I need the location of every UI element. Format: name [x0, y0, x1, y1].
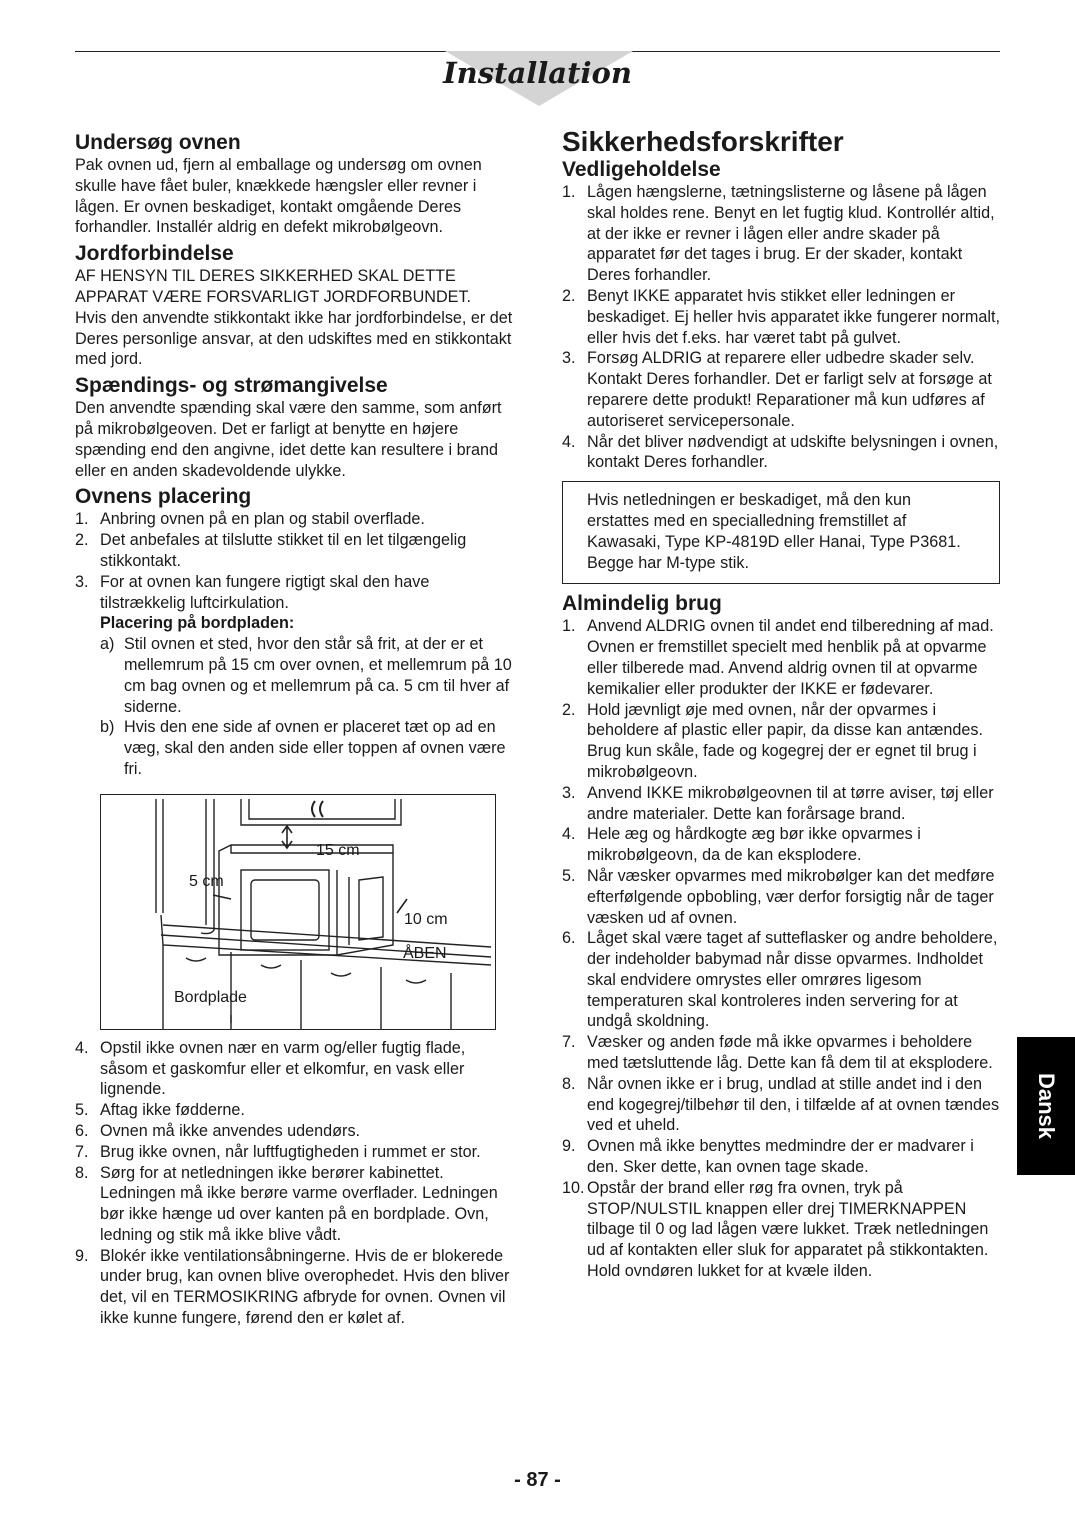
list-item	[562, 286, 1002, 348]
item-number: 2.	[75, 531, 89, 550]
page-number: - 87 -	[514, 1469, 561, 1491]
list-item	[562, 1178, 1002, 1282]
item-text: Væsker og anden føde må ikke opvarmes i beholdere med tætsluttende låg. Dette kan få dem til at eksplodere.	[587, 1033, 993, 1073]
item-number: 3.	[562, 349, 576, 368]
item-number: 1.	[75, 510, 89, 529]
item-number: 6.	[562, 929, 576, 948]
item-text: For at ovnen kan fungere rigtigt skal den have tilstrækkelig luftcirkulation.	[100, 572, 430, 612]
section-text: Den anvendte spænding skal være den samme, som anført på mikrobølgeoven. Det er farligt at benytte en højere spænding end den angivne, idet dette kan resultere i brand eller en anden skadevoldende ulykke.	[75, 399, 502, 480]
vent-arcs	[312, 801, 323, 817]
safety-title: Sikkerhedsforskrifter	[562, 126, 844, 157]
item-text: Hvis den ene side af ovnen er placeret tæt op ad en væg, skal den anden side eller toppen af ovnen være fri.	[124, 718, 506, 778]
item-text: Låget skal være taget af sutteflasker og andre beholdere, der indeholder babymad når disse opvarmes. Indholdet skal endvidere omrystes eller omrøres ligesom temperaturen skal kontroleres inden servering for at undgå skoldning.	[587, 929, 998, 1031]
item-text: Hele æg og hårdkogte æg bør ikke opvarmes i mikrobølgeovn, da de kan eksplodere.	[587, 825, 921, 865]
list-item	[562, 866, 1002, 928]
item-text: Ovnen må ikke anvendes udendørs.	[100, 1121, 361, 1140]
microwave-door	[241, 870, 329, 950]
item-text: Stil ovnen et sted, hvor den står så frit, at der er et mellemrum på 15 cm over ovnen, et mellemrum på 10 cm bag ovnen og et mellemrum på ca. 5 cm til hver af siderne.	[124, 635, 512, 716]
list-item	[562, 616, 1002, 699]
item-text: Anbring ovnen på en plan og stabil overflade.	[100, 510, 425, 529]
list-item	[562, 1074, 1002, 1136]
item-number: 10.	[562, 1178, 585, 1197]
section-text: Hvis den anvendte stikkontakt ikke har jordforbindelse, er det Deres personlige ansvar, at den udskiftes med en stikkontakt med jord.	[75, 308, 513, 369]
label-counter: Bordplade	[174, 988, 247, 1006]
section-caps-text: AF HENSYN TIL DERES SIKKERHED SKAL DETTE APPARAT VÆRE FORSVARLIGT JORDFORBUNDET.	[75, 267, 472, 306]
item-number: 3.	[75, 572, 89, 591]
list-item	[562, 928, 1002, 1032]
list-item	[75, 1163, 513, 1246]
label-side-clearance: 5 cm	[189, 872, 224, 890]
item-number: 6.	[75, 1121, 89, 1140]
item-number: 7.	[75, 1142, 89, 1161]
list-item	[562, 824, 1002, 866]
placement-figure	[100, 794, 496, 1030]
item-text: Blokér ikke ventilationsåbningerne. Hvis de er blokerede under brug, kan ovnen blive overophedet. Hvis den bliver det, vil en TERMOSIKRING afbryde for ovnen. Ovnen vil ikke kunne fungere, førend den er kølet af.	[100, 1246, 510, 1328]
item-number: 8.	[75, 1163, 89, 1182]
placement-list-a	[75, 509, 513, 779]
section-heading: Spændings- og strømangivelse	[75, 374, 388, 398]
placement-list-b	[75, 1038, 513, 1329]
item-number: 2.	[562, 700, 576, 719]
item-number: 2.	[562, 286, 576, 305]
item-number: 1.	[562, 183, 576, 201]
item-text: Anvend ALDRIG ovnen til andet end tilberedning af mad. Ovnen er fremstillet specielt med henblik på at opvarme eller tilberede mad. Anvend aldrig ovnen til at opvarme kemikalier eller produkter der IKKE er fødevarer.	[587, 617, 994, 698]
section-heading: Ovnens placering	[75, 485, 252, 509]
list-item	[562, 1032, 1002, 1074]
item-number: 7.	[562, 1033, 576, 1052]
list-item	[75, 509, 513, 530]
section-heading: Almindelig brug	[562, 592, 722, 616]
list-item	[562, 783, 1002, 825]
section-heading: Undersøg ovnen	[75, 131, 241, 154]
item-number: 5.	[75, 1101, 89, 1120]
general-use-list	[562, 616, 1002, 1282]
section-heading: Jordforbindelse	[75, 242, 234, 266]
sub-item	[100, 634, 513, 717]
item-letter: a)	[100, 635, 115, 654]
list-item	[562, 348, 1002, 431]
item-number: 1.	[562, 617, 576, 636]
sub-item	[100, 717, 513, 779]
item-text: Sørg for at netledningen ikke berører kabinettet. Ledningen må ikke berøre varme overflader. Ledningen bør ikke hænge ud over kanten på en bordplade. Ovn, ledning og stik må ikke blive vådt.	[100, 1163, 498, 1244]
item-number: 8.	[562, 1074, 576, 1093]
item-text: Opstår der brand eller røg fra ovnen, tryk på STOP/NULSTIL knappen eller drej TIMERKNAPPEN tilbage til 0 og lad lågen være lukket. Træk netledningen ud af kontakten eller sluk for apparatet på stikkontakten. Hold ovndøren lukket for at kvæle ilden.	[587, 1178, 989, 1281]
left-column	[75, 131, 513, 1329]
list-item	[562, 700, 1002, 783]
item-text: Hold jævnligt øje med ovnen, når der opvarmes i beholdere af plastic eller papir, da disse kan antændes. Brug kun skåle, fade og kogegrej der er egnet til brug i mikrobølgeovn.	[587, 700, 983, 781]
list-item	[75, 1142, 513, 1163]
list-item	[562, 1136, 1002, 1178]
item-text: Når væsker opvarmes med mikrobølger kan det medføre efterfølgende opbobling, vær derfor forsigtig når de tager væsken ud af ovnen.	[587, 866, 995, 927]
item-text: Brug ikke ovnen, når luftfugtigheden i rummet er stor.	[100, 1142, 481, 1161]
item-number: 5.	[562, 866, 576, 885]
sub-list	[100, 634, 513, 780]
item-number: 4.	[562, 432, 576, 451]
list-item	[75, 572, 513, 780]
list-item	[75, 1246, 513, 1329]
right-column	[562, 126, 1002, 1282]
list-item	[562, 182, 1002, 286]
page-title: Installation	[443, 56, 632, 90]
list-item	[75, 1121, 513, 1142]
label-top-clearance: 15 cm	[316, 841, 360, 859]
item-number: 9.	[75, 1246, 89, 1265]
cord-note-box: Hvis netledningen er beskadiget, må den kun erstattes med en specialledning fremstillet af Kawasaki, Type KP-4819D eller Hanai, Type P3681. Begge har M-type stik.	[562, 481, 1000, 584]
item-text: Aftag ikke fødderne.	[100, 1101, 245, 1120]
item-text: Lågen hængslerne, tætningslisterne og låsene på lågen skal holdes rene. Benyt en let fugtig klud. Kontrollér altid, at der ikke er revner i lågen eller andre skader på apparatet før det tages i brug. Er der skader, kontakt Deres forhandler.	[587, 183, 995, 285]
label-back-clearance: 10 cm	[404, 910, 448, 928]
section-text: Pak ovnen ud, fjern al emballage og undersøg om ovnen skulle have fået buler, knækkede hængsler eller revner i lågen. Er ovnen beskadiget, kontakt omgående Deres forhandler. Installér aldrig en defekt mikrobølgeovn.	[75, 156, 482, 237]
list-item	[75, 1038, 513, 1100]
list-item	[75, 1100, 513, 1121]
list-item	[75, 530, 513, 572]
item-number: 9.	[562, 1137, 576, 1156]
item-number: 4.	[562, 825, 576, 844]
maintenance-list	[562, 182, 1002, 473]
language-tab-label: Dansk	[1034, 1072, 1059, 1140]
sub-heading: Placering på bordpladen:	[100, 614, 295, 633]
item-text: Når det bliver nødvendigt at udskifte belysningen i ovnen, kontakt Deres forhandler.	[587, 432, 999, 472]
label-open: ÅBEN	[403, 944, 447, 962]
language-tab	[1017, 1037, 1075, 1175]
list-item	[562, 432, 1002, 474]
item-number: 3.	[562, 783, 576, 802]
cabinet-side	[201, 799, 214, 934]
item-text: Forsøg ALDRIG at reparere eller udbedre skader selv. Kontakt Deres forhandler. Det er farligt selv at forsøge at reparere dette produkt! Reparationer må kun udføres af autoriseret servicepersonale.	[587, 349, 992, 430]
item-text: Anvend IKKE mikrobølgeovnen til at tørre aviser, tøj eller andre materialer. Dette kan forårsage brand.	[587, 783, 994, 823]
item-number: 4.	[75, 1038, 89, 1057]
item-text: Ovnen må ikke benyttes medmindre der er madvarer i den. Sker dette, kan ovnen tage skade.	[587, 1137, 974, 1177]
item-letter: b)	[100, 718, 115, 737]
wall-lines	[156, 799, 163, 913]
drawer-handles	[186, 958, 426, 983]
item-text: Benyt IKKE apparatet hvis stikket eller ledningen er beskadiget. Ej heller hvis apparatet ikke fungerer normalt, eller hvis det f.eks. har været tabt på gulvet.	[587, 286, 1001, 347]
item-text: Opstil ikke ovnen nær en varm og/eller fugtig flade, såsom et gaskomfur eller et elkomfur, en vask eller lignende.	[100, 1038, 466, 1099]
section-heading: Vedligeholdelse	[562, 158, 721, 181]
item-text: Når ovnen ikke er i brug, undlad at stille andet ind i den end kogegrej/tilbehør til den, i tilfælde af at ovnen tændes ved et uheld.	[587, 1074, 1000, 1135]
item-text: Det anbefales at tilslutte stikket til en let tilgængelig stikkontakt.	[100, 531, 467, 570]
